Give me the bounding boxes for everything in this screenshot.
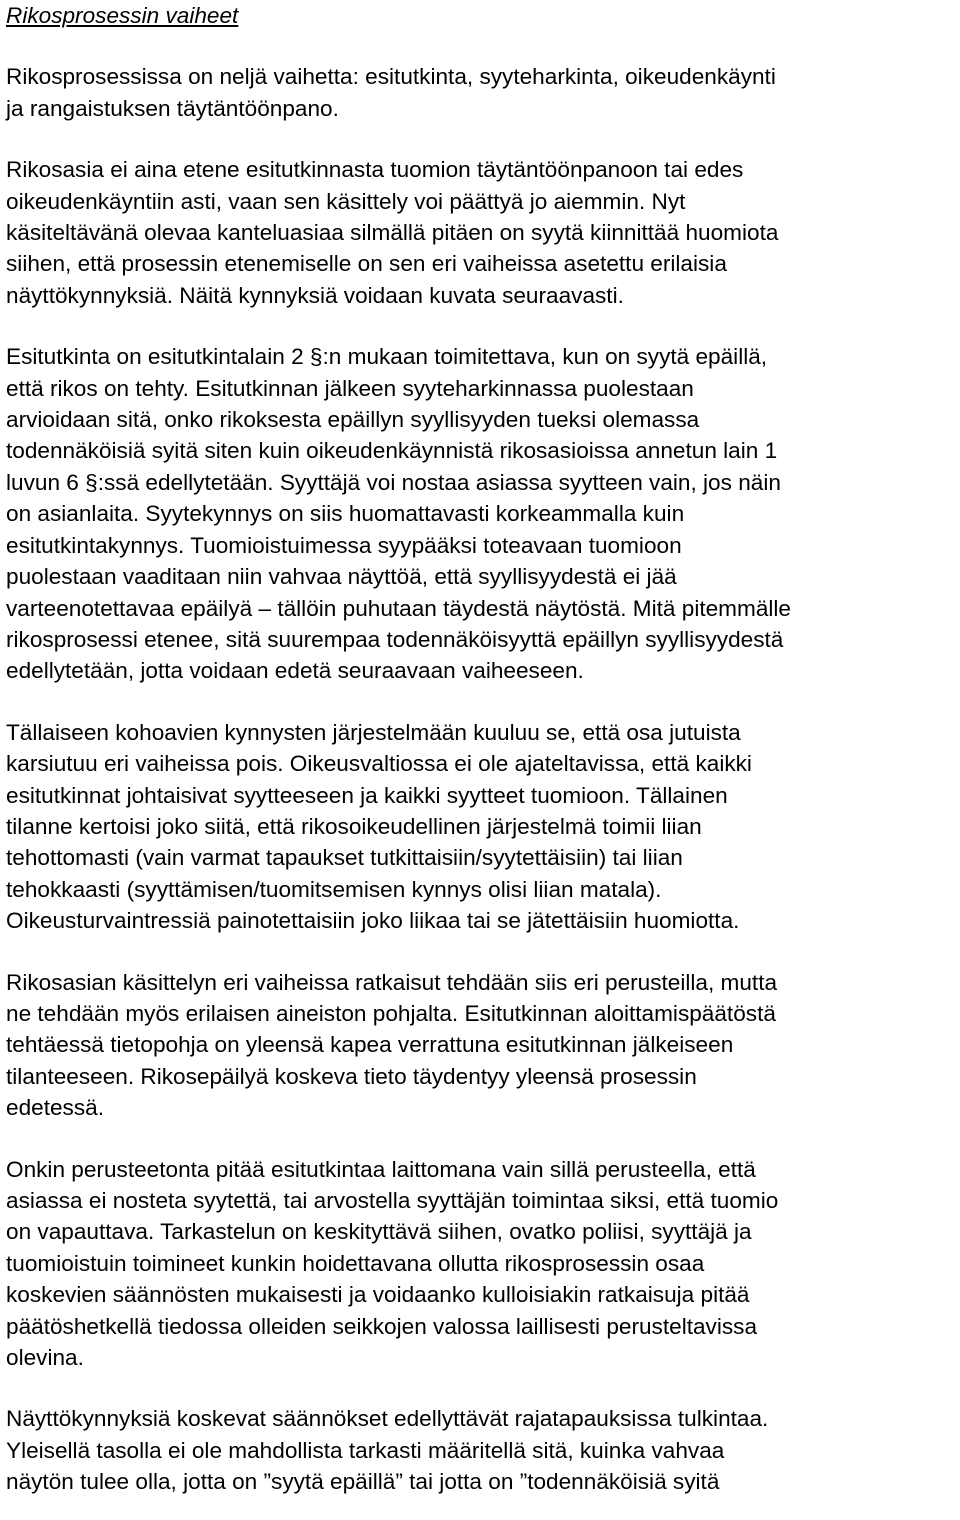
text-line: todennäköisiä syitä siten kuin oikeudenkäynnistä rikosasioissa annetun lain 1 [6,438,778,464]
spacer [6,687,956,717]
text-line: ja rangaistuksen täytäntöönpano. [6,95,339,121]
paragraph-4 [6,717,956,937]
text-line: tilanteeseen. Rikosepäilyä koskeva tieto täydentyy yleensä prosessin [6,1063,697,1089]
text-line: arvioidaan sitä, onko rikoksesta epäillyn syyllisyyden tueksi olemassa [6,407,700,433]
text-line: edetessä. [6,1095,104,1121]
text-line: esitutkintakynnys. Tuomioistuimessa syypääksi toteavaan tuomioon [6,532,682,558]
text-line: näytön tulee olla, jotta on ”syytä epäillä” tai jotta on ”todennäköisiä syitä [6,1469,720,1495]
text-line: Rikosasian käsittelyn eri vaiheissa ratkaisut tehdään siis eri perusteilla, mutta [6,969,778,995]
document-title: Rikosprosessin vaiheet [6,3,239,28]
text-line: Näyttökynnyksiä koskevat säännökset edellyttävät rajatapauksissa tulkintaa. [6,1406,769,1432]
spacer [6,1373,956,1403]
spacer [6,1124,956,1154]
text-line: oikeudenkäyntiin asti, vaan sen käsittely voi päättyä jo aiemmin. Nyt [6,188,686,214]
text-line: Tällaiseen kohoavien kynnysten järjestelmään kuuluu se, että osa jutuista [6,719,741,745]
text-line: puolestaan vaaditaan niin vahvaa näyttöä, että syyllisyydestä ei jää [6,564,677,590]
text-line: että rikos on tehty. Esitutkinnan jälkeen syyteharkinnassa puolestaan [6,375,694,401]
spacer [6,311,956,341]
paragraph-3 [6,341,956,686]
text-line: siihen, että prosessin etenemiselle on sen eri vaiheissa asetettu erilaisia [6,251,727,277]
text-line: Yleisellä tasolla ei ole mahdollista tarkasti määritellä sitä, kuinka vahvaa [6,1437,725,1463]
text-line: esitutkinnat johtaisivat syytteeseen ja kaikki syytteet tuomioon. Tällainen [6,782,728,808]
text-line: näyttökynnyksiä. Näitä kynnyksiä voidaan kuvata seuraavasti. [6,282,624,308]
text-line: luvun 6 §:ssä edellytetään. Syyttäjä voi nostaa asiassa syytteen vain, jos näin [6,469,781,495]
text-line: Esitutkinta on esitutkintalain 2 §:n mukaan toimitettava, kun on syytä epäillä, [6,344,768,370]
text-line: edellytetään, jotta voidaan edetä seuraavaan vaiheeseen. [6,658,584,684]
text-line: tehokkaasti (syyttämisen/tuomitsemisen kynnys olisi liian matala). [6,876,662,902]
text-line: asiassa ei nosteta syytettä, tai arvostella syyttäjän toimintaa siksi, että tuomio [6,1188,779,1213]
text-line: on asianlaita. Syytekynnys on siis huomattavasti korkeammalla kuin [6,501,685,527]
text-line: tilanne kertoisi joko siitä, että rikosoikeudellinen järjestelmä toimii liian [6,813,702,839]
text-line: varteenotettavaa epäilyä – tällöin puhutaan täydestä näytöstä. Mitä pitemmälle [6,595,791,621]
text-line: käsiteltävänä olevaa kanteluasiaa silmällä pitäen on syytä kiinnittää huomiota [6,220,779,246]
text-line: päätöshetkellä tiedossa olleiden seikkojen valossa laillisesti perusteltavissa [6,1313,758,1339]
text-line: tehtäessä tietopohja on yleensä kapea verrattuna esitutkinnan jälkeiseen [6,1032,734,1058]
text-line: Rikosasia ei aina etene esitutkinnasta tuomion täytäntöönpanoon tai edes [6,157,744,183]
text-line: karsiutuu eri vaiheissa pois. Oikeusvaltiossa ei ole ajateltavissa, että kaikki [6,751,752,777]
text-line: rikosprosessi etenee, sitä suurempaa todennäköisyyttä epäillyn syyllisyydestä [6,626,784,652]
text-line: Onkin perusteetonta pitää esitutkintaa laittomana vain sillä perusteella, että [6,1156,756,1182]
spacer [6,31,956,61]
text-line: Oikeusturvaintressiä painotettaisiin joko liikaa tai se jätettäisiin huomiotta. [6,908,740,934]
paragraph-2 [6,154,956,311]
text-line: tehottomasti (vain varmat tapaukset tutkittaisiin/syytettäisiin) tai liian [6,845,683,871]
text-line: koskevien säännösten mukaisesti ja voidaanko kulloisiakin ratkaisuja pitää [6,1282,750,1308]
paragraph-5 [6,967,956,1124]
spacer [6,124,956,154]
text-line: Rikosprosessissa on neljä vaihetta: esitutkinta, syyteharkinta, oikeudenkäynti [6,64,776,90]
text-line: olevina. [6,1345,84,1371]
spacer [6,937,956,967]
text-line: on vapauttava. Tarkastelun on keskityttävä siihen, ovatko poliisi, syyttäjä ja [6,1219,752,1245]
paragraph-1 [6,61,956,124]
text-line: ne tehdään myös erilaisen aineiston pohjalta. Esitutkinnan aloittamispäätöstä [6,1000,776,1026]
document-page [6,0,956,1498]
paragraph-7 [6,1403,956,1497]
paragraph-6 [6,1154,956,1374]
text-line: tuomioistuin toimineet kunkin hoidettavana ollutta rikosprosessin osaa [6,1250,705,1276]
